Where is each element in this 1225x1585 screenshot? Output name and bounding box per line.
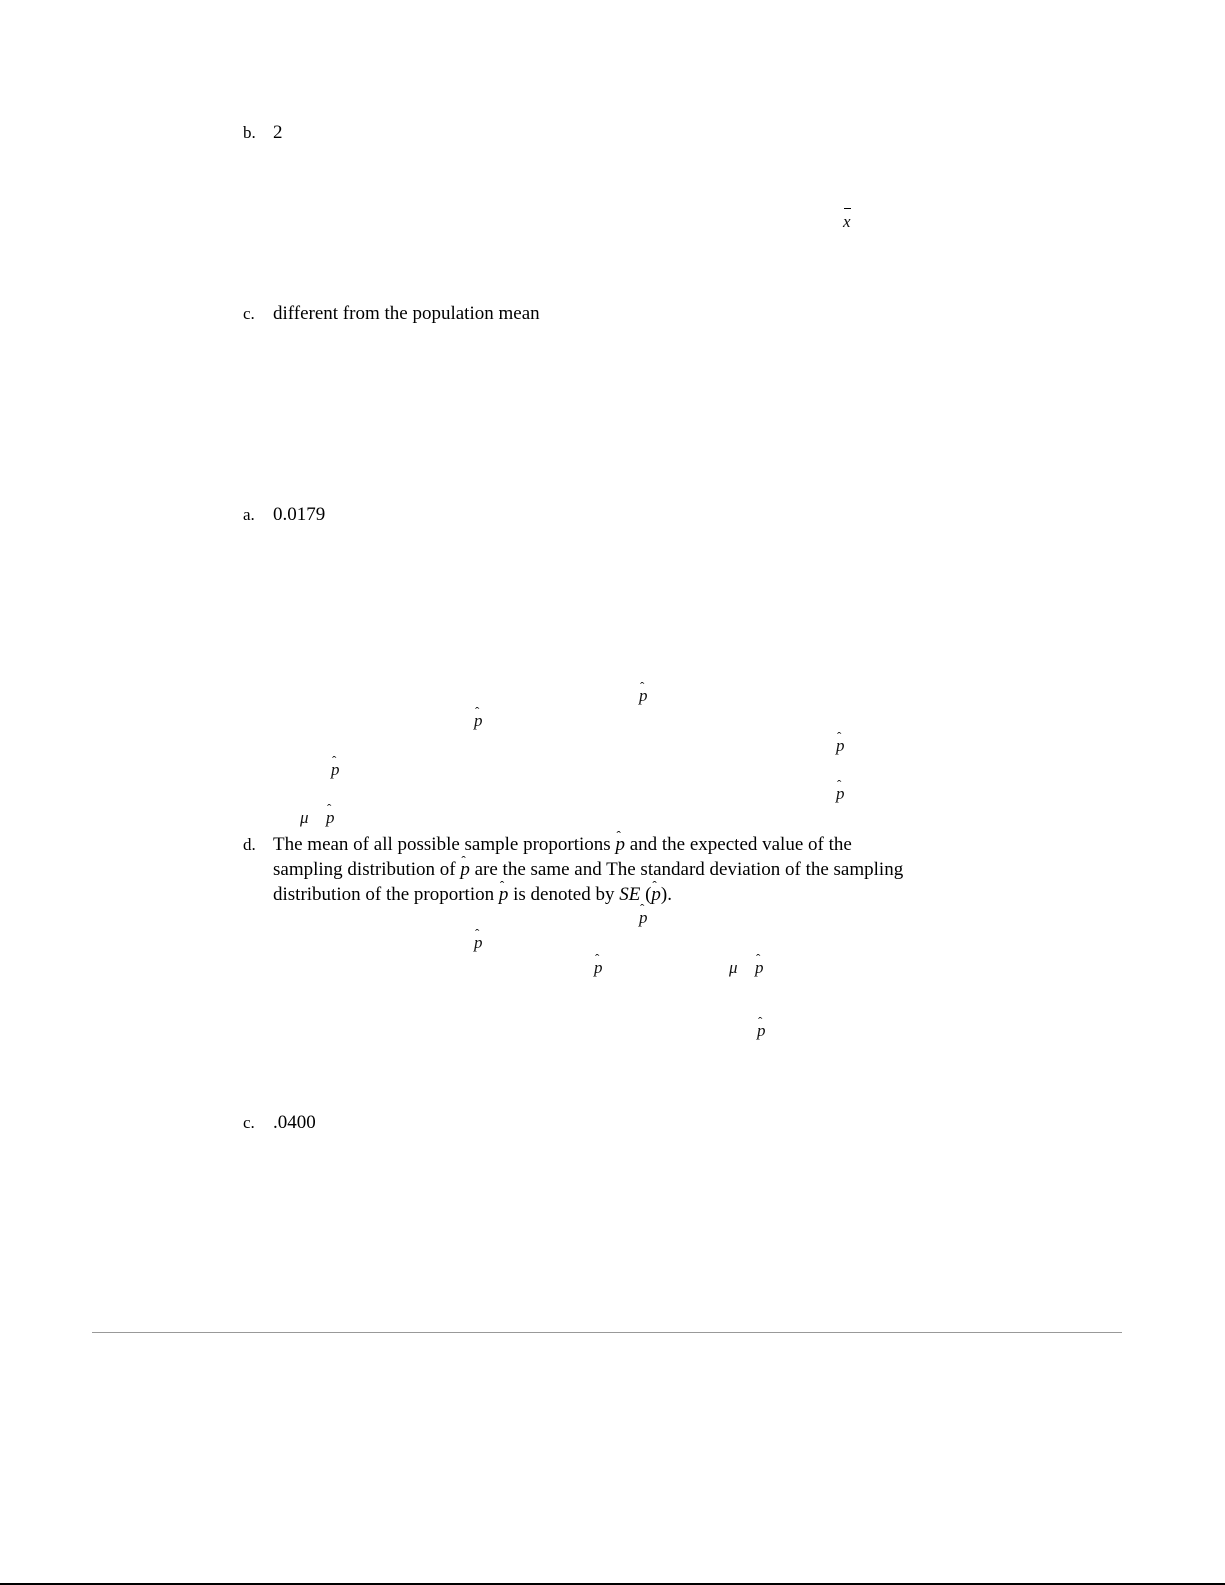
p-hat-symbol: ˆ p [474,711,483,731]
mu-symbol: μ [729,958,738,977]
choice-text: The mean of all possible sample proportions ˆ p and the expected value of the sampling distribution of ˆ p are the same and The standard deviation of the sampling distribution of the proportion ˆ p is denoted by SE (ˆ p). [273,832,923,907]
answer-choice [243,832,923,907]
p-hat-symbol: ˆ p [836,784,845,804]
p-hat-symbol: ˆ p [755,958,764,978]
choice-letter: b. [243,123,256,142]
choice-letter: c. [243,1113,255,1132]
p-hat-symbol: ˆ p [474,933,483,953]
p-hat-symbol: ˆ p [499,882,509,907]
choice-letter: d. [243,835,256,854]
se-label: SE [619,884,641,905]
horizontal-divider [92,1332,1122,1333]
x-bar-symbol: x [843,212,851,231]
p-hat-symbol: ˆ p [639,686,648,706]
p-hat-symbol: ˆ p [594,958,603,978]
choice-text: different from the population mean [273,303,540,324]
p-hat-symbol: ˆ p [326,808,335,828]
choice-text: .0400 [273,1112,316,1133]
p-hat-symbol: ˆ p [615,832,625,857]
p-hat-symbol: ˆ p [757,1021,766,1041]
p-hat-symbol: ˆ p [836,736,845,756]
p-hat-symbol: ˆ p [651,882,661,907]
mu-symbol: μ [300,808,309,827]
p-hat-symbol: ˆ p [331,760,340,780]
choice-letter: a. [243,505,255,524]
choice-letter: c. [243,304,255,323]
p-hat-symbol: ˆ p [460,857,470,882]
choice-text: 0.0179 [273,504,326,525]
p-hat-symbol: ˆ p [639,908,648,928]
choice-text: 2 [273,122,283,143]
